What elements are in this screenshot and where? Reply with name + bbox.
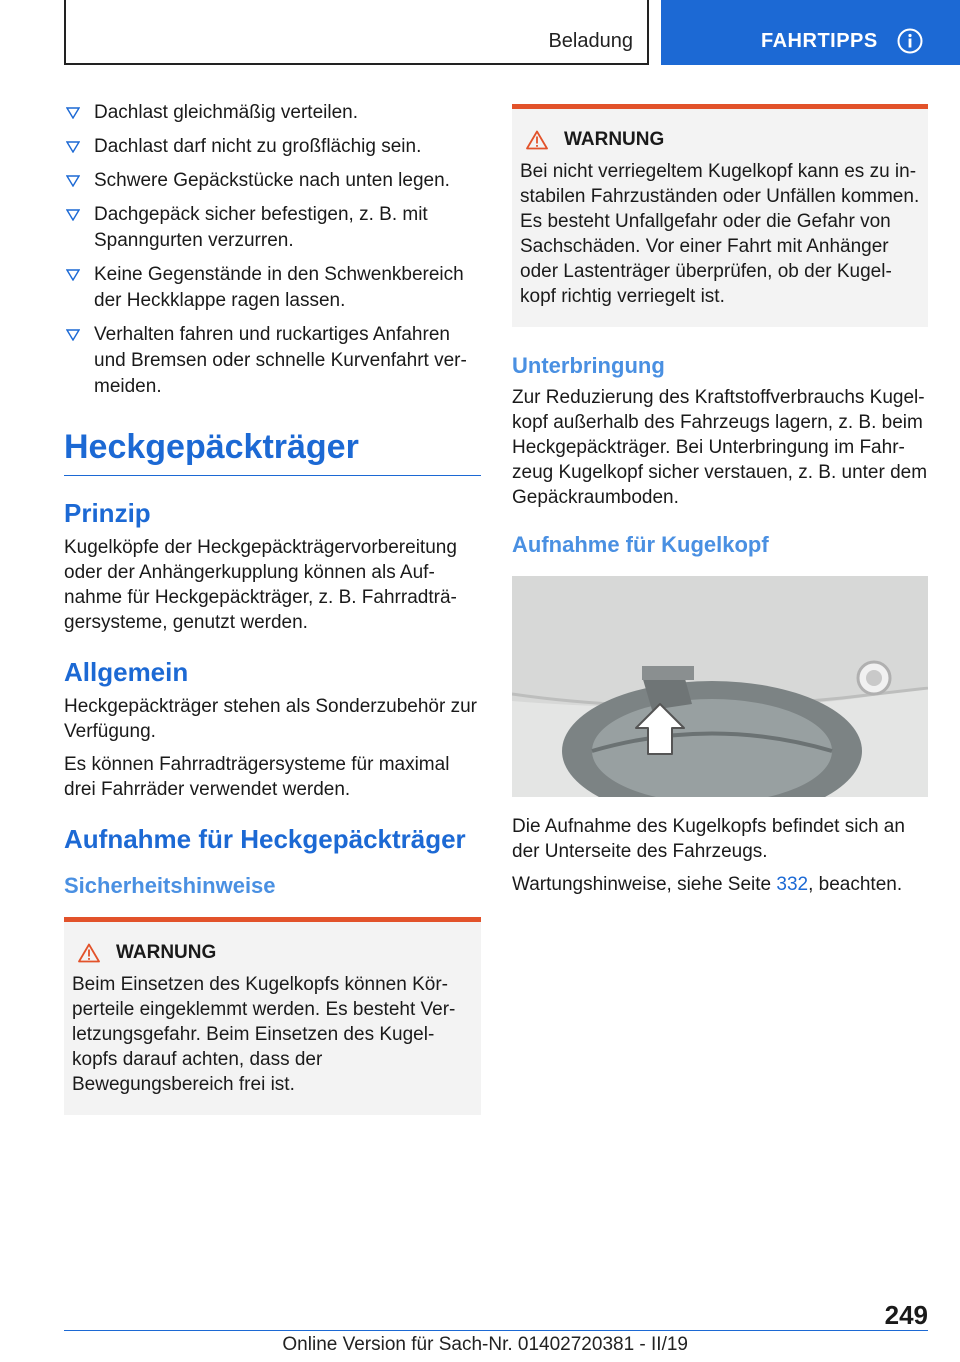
list-item: Schwere Gepäckstücke nach unten legen. [64, 168, 481, 194]
page-number: 249 [884, 1300, 928, 1330]
footer-divider [64, 1330, 928, 1331]
allgemein-text-2: Es können Fahrradträgersysteme für maximal drei Fahrräder verwendet werden. [64, 754, 450, 800]
list-item: Dachlast gleichmäßig verteilen. [64, 100, 481, 126]
section-title: Beladung [548, 30, 633, 52]
warning-title: WARNUNG [520, 129, 920, 151]
list-item: Dachlast darf nicht zu großflächig sein. [64, 134, 481, 160]
aufnahme-kugelkopf-heading: Aufnahme für Kugelkopf [512, 532, 769, 557]
sicherheitshinweise-heading: Sicherheitshinweise [64, 873, 276, 898]
warning-text: Beim Einsetzen des Kugelkopfs können Körperteile eingeklemmt werden. Es besteht Verletzungsgefahr. Beim Einsetzen des Kugelkopfs darauf achten, dass der Bewegungsbereich frei ist. [72, 974, 456, 1095]
prinzip-text: Kugelköpfe der Heckgepäckträgervorbereitung oder der Anhängerkupplung können als Aufnahme für Heckgepäckträger, z. B. Fahrradträgersysteme, genutzt werden. [64, 537, 457, 633]
unterbringung-text: Zur Reduzierung des Kraftstoffverbrauchs Kugelkopf außerhalb des Fahrzeugs lagern, z. B. beim Heckgepäckträger. Bei Unterbringung im Fahrzeug Kugelkopf sicher verstauen, z. B. unter dem Gepäckraumboden. [512, 387, 928, 508]
list-item: Keine Gegenstände in den Schwenkbereich der Heckklappe ragen lassen. [64, 262, 481, 314]
header-section-box [64, 0, 649, 65]
triangle-bullet-icon [66, 269, 80, 281]
warning-triangle-icon [78, 943, 100, 963]
prinzip-heading: Prinzip [64, 498, 151, 528]
warning-text: Bei nicht verriegeltem Kugelkopf kann es zu instabilen Fahrzuständen oder Unfällen kommen. Es besteht Unfallgefahr oder die Gefahr von Sachschäden. Vor einer Fahrt mit Anhänger oder Lastenträger überprüfen, ob der Kugelkopf richtig verriegelt ist. [520, 161, 920, 307]
main-heading: Heckgepäckträger [64, 428, 481, 476]
figure-caption: Die Aufnahme des Kugelkopfs befindet sich an der Unterseite des Fahrzeugs. [512, 816, 905, 862]
list-item: Verhalten fahren und ruckartiges Anfahren und Bremsen oder schnelle Kurvenfahrt vermeiden. [64, 322, 481, 400]
aufnahme-heckgepaecktraeger-heading: Aufnahme für Heckgepäckträger [64, 824, 466, 854]
maintenance-reference: Wartungshinweise, siehe Seite 332, beachten. [512, 874, 903, 895]
warning-title: WARNUNG [72, 942, 473, 964]
triangle-bullet-icon [66, 107, 80, 119]
right-column [512, 104, 928, 905]
triangle-bullet-icon [66, 175, 80, 187]
unterbringung-heading: Unterbringung [512, 353, 665, 378]
allgemein-heading: Allgemein [64, 657, 189, 687]
info-icon[interactable] [897, 28, 923, 54]
triangle-bullet-icon [66, 141, 80, 153]
header-chapter-tab[interactable] [661, 0, 960, 65]
left-column [64, 100, 481, 1115]
warning-box-right [512, 104, 928, 327]
page-reference-link[interactable]: 332 [776, 874, 809, 895]
warning-box-left [64, 917, 481, 1115]
triangle-bullet-icon [66, 329, 80, 341]
chapter-title: FAHRTIPPS [761, 30, 878, 52]
allgemein-text-1: Heckgepäckträger stehen als Sonderzubehör zur Verfügung. [64, 696, 477, 742]
roof-load-list [64, 100, 481, 400]
triangle-bullet-icon [66, 209, 80, 221]
online-version-note: Online Version für Sach-Nr. 01402720381 - II/19 [282, 1334, 688, 1355]
list-item: Dachgepäck sicher befestigen, z. B. mit Spanngurten verzurren. [64, 202, 481, 254]
warning-triangle-icon [526, 130, 548, 150]
tow-ball-mount-figure [512, 576, 928, 797]
